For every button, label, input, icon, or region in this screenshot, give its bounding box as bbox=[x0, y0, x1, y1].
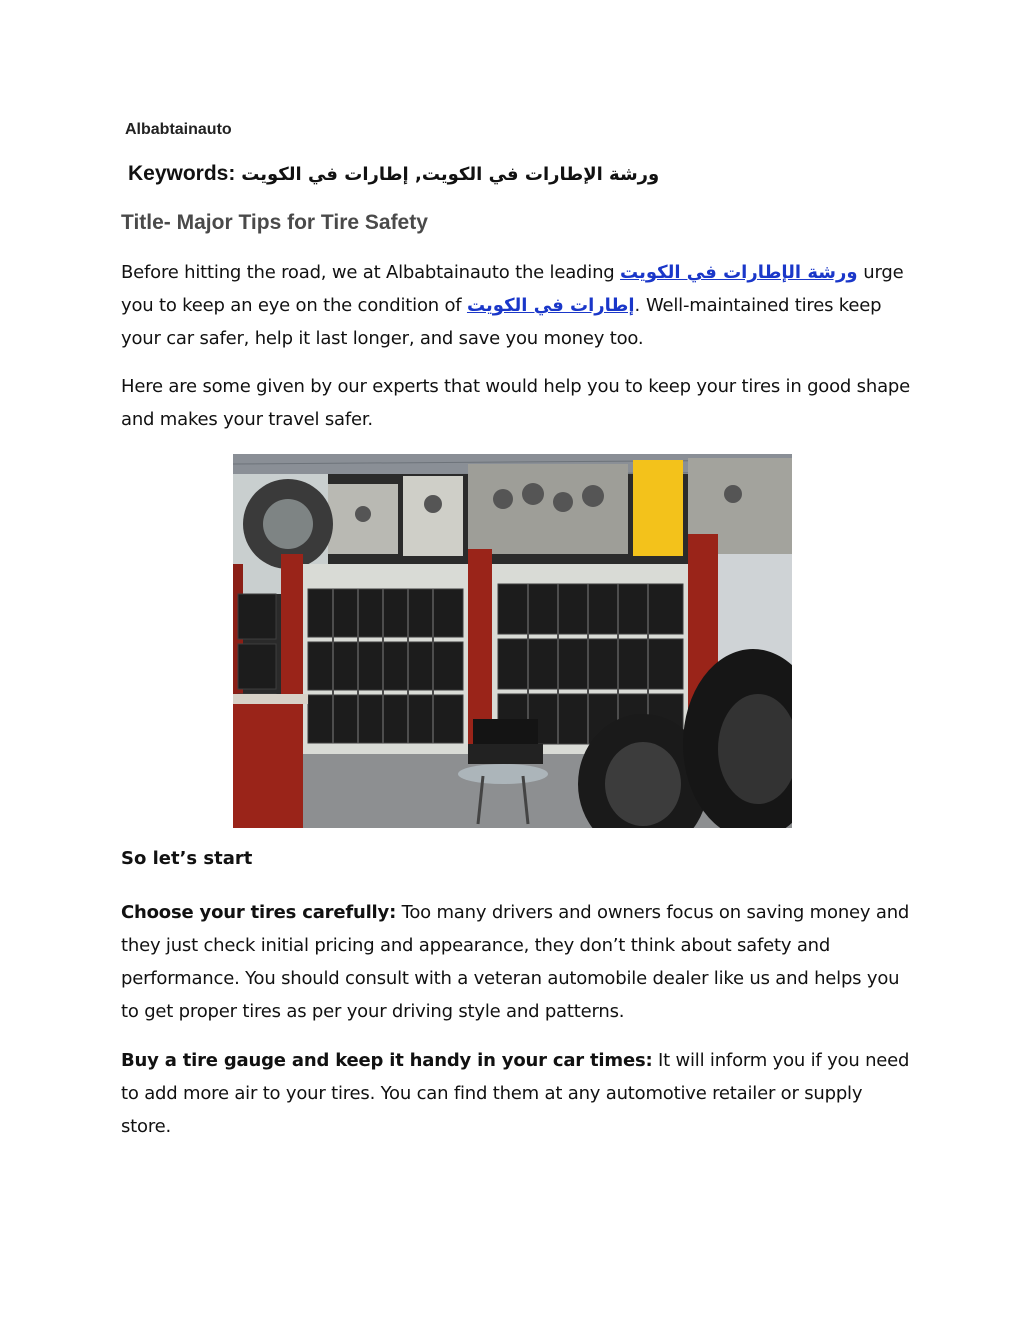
tire-workshop-link[interactable]: ورشة الإطارات في الكويت bbox=[620, 262, 858, 283]
article-title: Title- Major Tips for Tire Safety bbox=[121, 211, 428, 234]
intro-text-2: urge you to keep an eye on the condition of bbox=[121, 262, 904, 316]
keywords-line bbox=[128, 162, 659, 186]
tire-shop-photo bbox=[233, 454, 792, 828]
tip-heading: Choose your tires carefully: bbox=[121, 902, 397, 923]
brand-name: Albabtainauto bbox=[125, 121, 232, 138]
tip-tire-gauge bbox=[121, 1044, 911, 1143]
intro-text-1: Before hitting the road, we at Albabtainauto the leading bbox=[121, 262, 621, 283]
intro-paragraph bbox=[121, 256, 911, 355]
tip-body: Too many drivers and owners focus on saving money and they just check initial pricing and appearance, they don’t think about safety and performance. You should consult with a veteran automobile dealer like us and helps you to get proper tires as per your driving style and patterns. bbox=[121, 902, 910, 1022]
tires-kuwait-link[interactable]: إطارات في الكويت bbox=[466, 295, 635, 316]
intro-text-3: . Well-maintained tires keep your car safer, help it last longer, and save you money too. bbox=[121, 295, 882, 349]
keywords-value: ورشة الإطارات في الكويت, إطارات في الكويت bbox=[241, 164, 660, 185]
tip-choose-tires bbox=[121, 896, 911, 1028]
section-heading: So let’s start bbox=[121, 848, 253, 869]
tip-body: It will inform you if you need to add more air to your tires. You can find them at any automotive retailer or supply store. bbox=[121, 1050, 910, 1137]
tip-heading: Buy a tire gauge and keep it handy in your car times: bbox=[121, 1050, 653, 1071]
keywords-label: Keywords: bbox=[128, 162, 236, 185]
experts-paragraph: Here are some given by our experts that would help you to keep your tires in good shape and makes your travel safer. bbox=[121, 376, 910, 430]
